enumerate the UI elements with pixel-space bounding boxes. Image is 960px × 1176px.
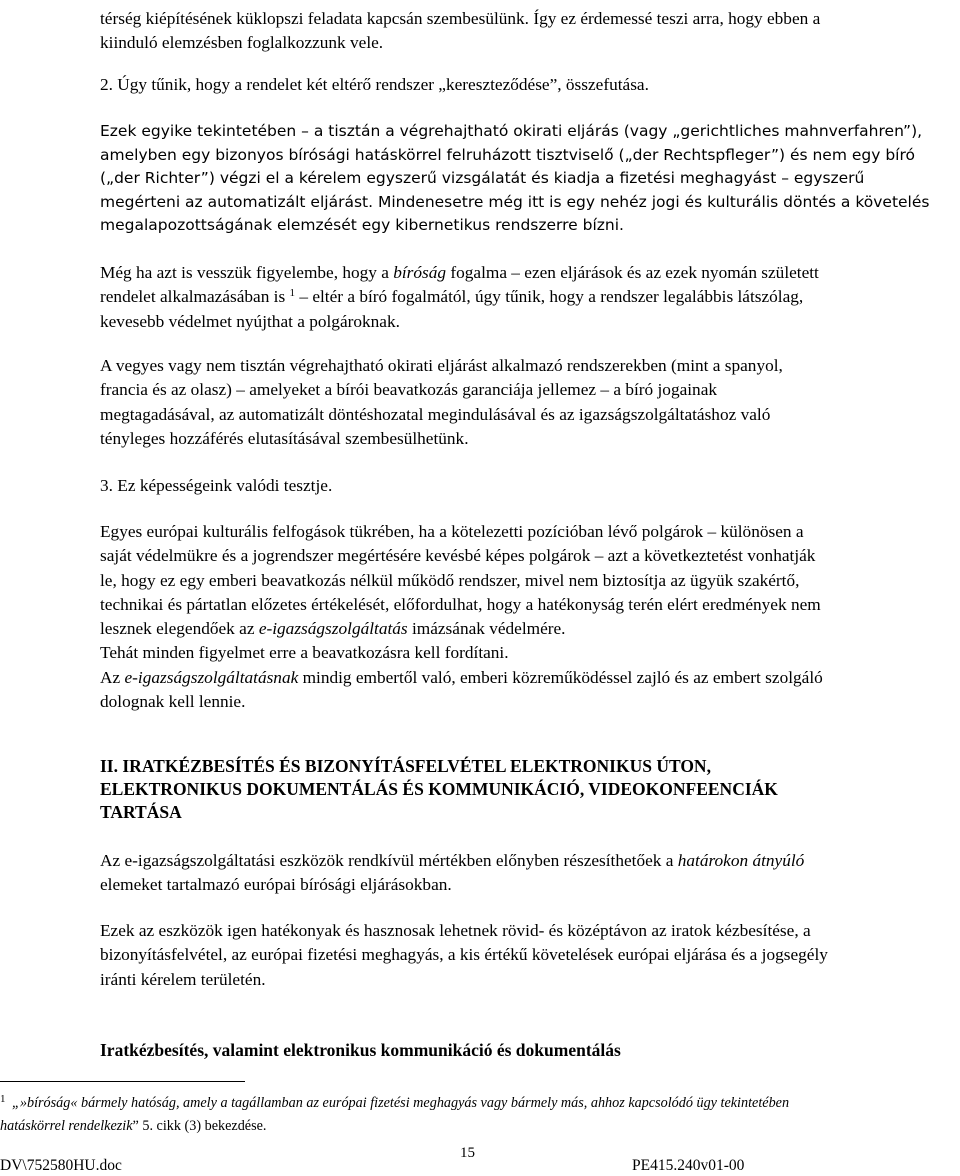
paragraph-automated-procedure [100, 120, 940, 238]
text-line: Ezek az eszközök igen hatékonyak és hasznosak lehetnek rövid- és középtávon az iratok kézbesítése, a [100, 921, 811, 940]
text-line: lesznek elegendőek az e-igazságszolgáltatás imázsának védelmére. [100, 619, 566, 639]
footnote-number: 1 [0, 1093, 6, 1105]
text-line: 3. Ez képességeink valódi tesztje. [100, 476, 333, 495]
paragraph-mixed-systems [100, 354, 940, 451]
point-3 [100, 474, 940, 498]
text-line: Az e-igazságszolgáltatásnak mindig embertől való, emberi közreműködéssel zajló és az embert szolgáló [100, 667, 823, 687]
text-line: A vegyes vagy nem tisztán végrehajtható okirati eljárást alkalmazó rendszerekben (mint a spanyol, [100, 356, 783, 375]
heading-line: ELEKTRONIKUS DOKUMENTÁLÁS ÉS KOMMUNIKÁCIÓ, VIDEOKONFEENCIÁK [100, 779, 778, 799]
footnote-line: „»bíróság« bármely hatóság, amely a tagállamban az európai fizetési meghagyás vagy bármely más, ahhoz kapcsolódó ügy tekintetében [12, 1095, 790, 1111]
italic-term: bíróság [393, 263, 447, 282]
text-line: technikai és pártatlan előzetes értékelését, előfordulhat, hogy a hatékonyság terén elért eredmények nem [100, 594, 821, 614]
paragraph-tools [100, 919, 940, 992]
text-line: rendelet alkalmazásában is $^1$ – eltér a bíró fogalmától, úgy tűnik, hogy a rendszer legalábbis látszólag, [100, 287, 804, 307]
text-line: francia és az olasz) – amelyeket a bírói beavatkozás garanciája jellemez – a bíró jogainak [100, 380, 718, 400]
footer-document-reference: DV\752580HU.doc [0, 1157, 122, 1174]
text-line: térség kiépítésének küklopszi feladata kapcsán szembesülünk. Így ez érdemessé teszi arra, hogy ebben a [100, 9, 821, 28]
italic-term: e-igazságszolgáltatás [258, 619, 408, 639]
subheading-text: Iratkézbesítés, valamint elektronikus kommunikáció és dokumentálás [100, 1040, 621, 1060]
text-line: saját védelmükre és a jogrendszer megértésére kevésbé képes polgárok – azt a következtetést vonhatják [100, 546, 816, 566]
paragraph-intro-continued [100, 7, 940, 56]
footnote-reference[interactable]: 1 [289, 287, 296, 300]
text-line: kevesebb védelmet nyújthat a polgároknak. [100, 311, 400, 331]
text-line: megtagadásával, az automatizált döntéshozatal megindulásával és az igazságszolgáltatáshoz való [100, 404, 771, 424]
page-number: 15 [460, 1145, 475, 1161]
text-line: Tehát minden figyelmet erre a beavatkozásra kell fordítani. [100, 643, 509, 663]
text-line: 2. Úgy tűnik, hogy a rendelet két eltérő rendszer „kereszteződése”, összefutása. [100, 75, 649, 94]
point-2 [100, 73, 940, 97]
text-line: megalapozottságának elemzését egy kibernetikus rendszerre bízni. [100, 216, 624, 234]
footnote-line: hatáskörrel rendelkezik” 5. cikk (3) bekezdése. [0, 1118, 267, 1134]
subsection-heading [100, 1039, 940, 1061]
heading-line: TARTÁSA [100, 802, 182, 822]
italic-term: e-igazságszolgáltatásnak [124, 667, 299, 687]
text-line: iránti kérelem területén. [100, 969, 266, 989]
text-line: dolognak kell lennie. [100, 692, 246, 712]
text-line: amelyben egy bizonyos bírósági hatáskörrel felruházott tisztviselő („der Rechtspfleger”) és nem egy bíró [100, 145, 916, 164]
text-line: Ezek egyike tekintetében – a tisztán a végrehajtható okirati eljárás (vagy „gerichtliches mahnverfahren”), [100, 122, 923, 140]
text-line: Még ha azt is vesszük figyelembe, hogy a bíróság fogalma – ezen eljárások és az ezek nyomán született [100, 263, 819, 282]
paragraph-cross-border [100, 849, 940, 898]
text-line: kiinduló elemzésben foglalkozzunk vele. [100, 33, 384, 53]
paragraph-court-concept [100, 261, 940, 334]
footnote-separator [0, 1081, 245, 1082]
section-heading [100, 755, 940, 824]
footnote [0, 1092, 950, 1138]
text-line: Az e-igazságszolgáltatási eszközök rendkívül mértékben előnyben részesíthetőek a határokon átnyúló [100, 851, 805, 870]
text-line: bizonyításfelvétel, az európai fizetési meghagyás, a kis értékű követelések európai eljárása és a jogsegély [100, 945, 828, 965]
text-line: („der Richter”) végzi el a kérelem egyszerű vizsgálatát és kiadja a fizetési meghagyást – egyszerű [100, 169, 865, 187]
text-line: megérteni az automatizált eljárást. Mindenesetre még itt is egy nehéz jogi és kulturális döntés a követelés [100, 192, 930, 211]
paragraph-cultural-conceptions [100, 520, 940, 714]
footer-pe-reference: PE415.240v01-00 [632, 1157, 745, 1174]
text-line: tényleges hozzáférés elutasításával szembesülhetünk. [100, 428, 469, 448]
text-line: le, hogy ez egy emberi beavatkozás nélkül működő rendszer, mivel nem biztosítja az ügyük szakértő, [100, 570, 800, 590]
text-line: Egyes európai kulturális felfogások tükrében, ha a kötelezetti pozícióban lévő polgárok – különösen a [100, 522, 804, 541]
text-line: elemeket tartalmazó európai bírósági eljárásokban. [100, 875, 452, 895]
heading-line: II. IRATKÉZBESÍTÉS ÉS BIZONYÍTÁSFELVÉTEL ELEKTRONIKUS ÚTON, [100, 756, 711, 776]
italic-term: határokon átnyúló [677, 851, 805, 870]
